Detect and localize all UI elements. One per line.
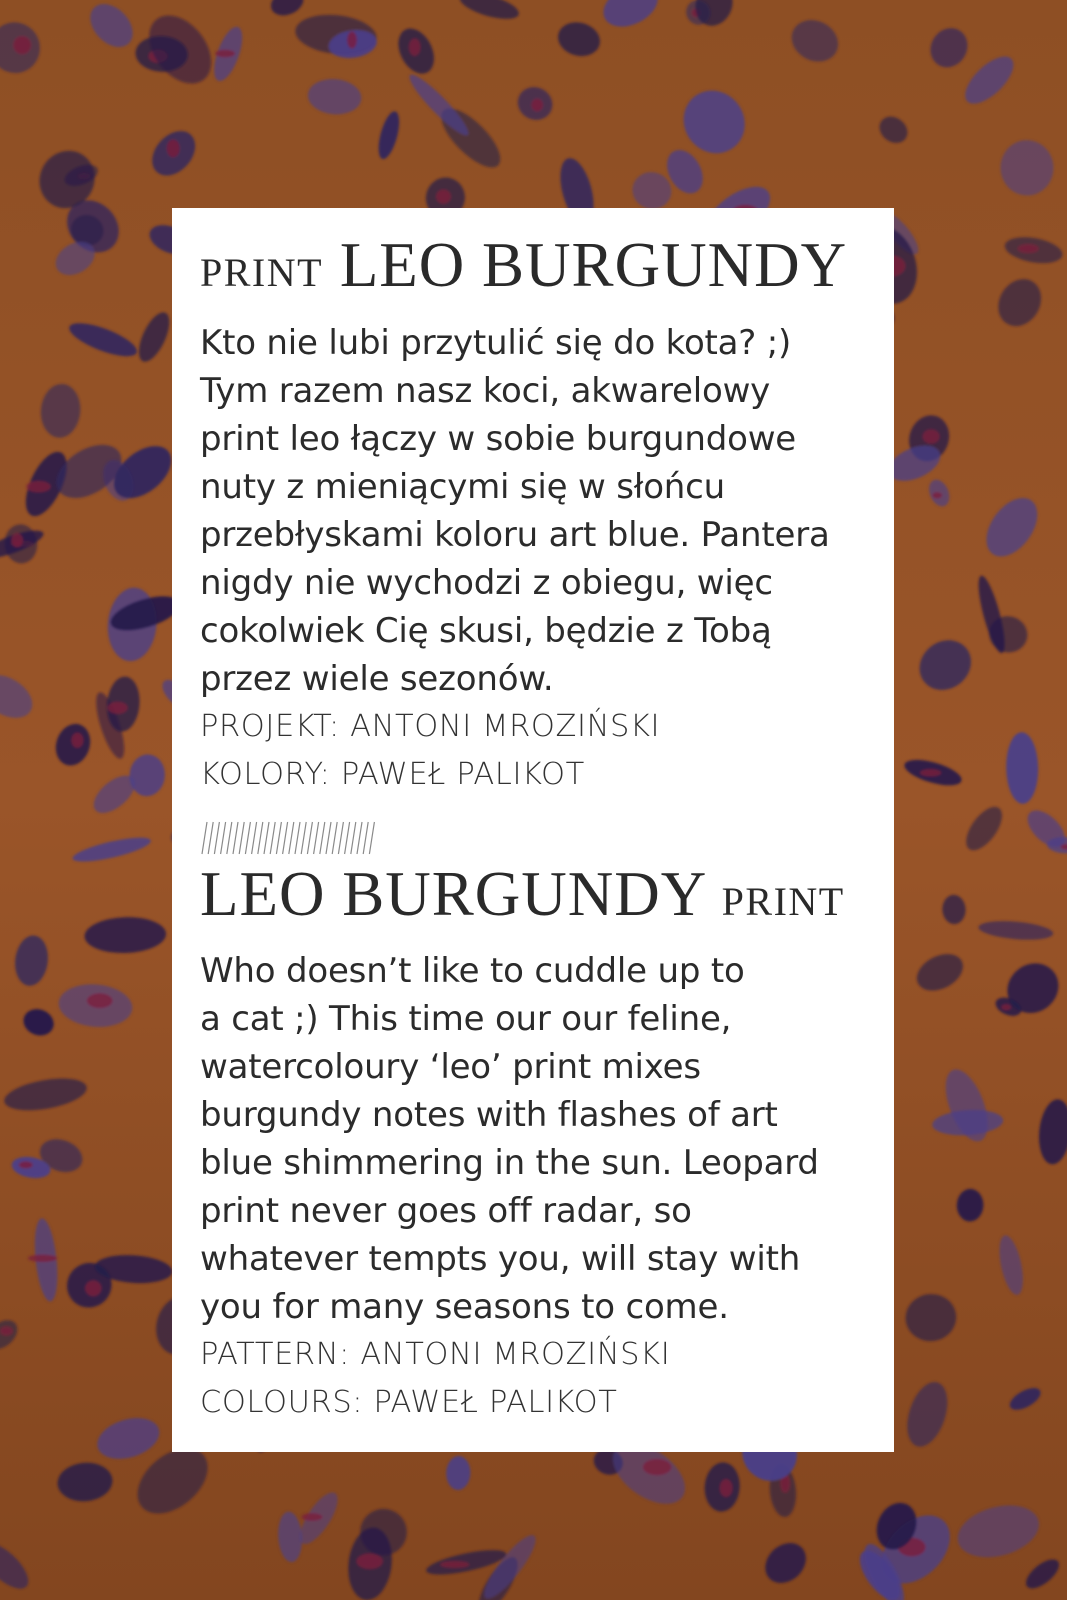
english-title	[200, 859, 894, 929]
polish-description-line: nigdy nie wychodzi z obiegu, więc	[200, 563, 773, 603]
polish-description-line: cokolwiek Cię skusi, będzie z Tobą	[200, 611, 772, 651]
leopard-spot-accent	[1002, 1004, 1011, 1010]
polish-credit-colors: KOLORY: PAWEŁ PALIKOT	[200, 757, 585, 792]
leopard-spot-accent	[108, 702, 127, 713]
polish-description-line: print leo łączy w sobie burgundowe	[200, 419, 797, 459]
leopard-spot-accent	[436, 190, 450, 204]
leopard-spot-accent	[0, 1327, 12, 1335]
leopard-spot-accent	[357, 1554, 383, 1569]
polish-description-line: nuty z mieniącymi się w słońcu	[200, 467, 725, 507]
leopard-spot-accent	[26, 481, 50, 492]
leopard-spot-accent	[302, 1513, 323, 1521]
english-description-line: watercoloury ‘leo’ print mixes	[200, 1047, 701, 1087]
leopard-spot-accent	[87, 993, 113, 1008]
english-description-line: burgundy notes with flashes of art	[200, 1095, 778, 1135]
polish-description-line: Kto nie lubi przytulić się do kota? ;)	[200, 323, 792, 363]
english-description-line: you for many seasons to come.	[200, 1287, 729, 1327]
leopard-spot-accent	[409, 39, 420, 56]
leopard-spot-accent	[19, 1161, 33, 1168]
english-title-leo-burgundy: LEO BURGUNDY	[200, 859, 705, 929]
leopard-spot-accent	[85, 1281, 101, 1296]
leopard-spot-accent	[923, 430, 939, 444]
leopard-spot-accent	[167, 140, 180, 158]
english-description	[200, 947, 894, 1331]
leopard-spot-accent	[920, 769, 941, 776]
english-description-line: blue shimmering in the sun. Leopard	[200, 1143, 819, 1183]
text-card	[172, 208, 894, 1452]
english-credit-colours: COLOURS: PAWEŁ PALIKOT	[200, 1385, 618, 1420]
leopard-spot-accent	[440, 1561, 469, 1567]
leopard-spot-accent	[14, 36, 31, 54]
polish-title-leo-burgundy: LEO BURGUNDY	[339, 230, 848, 300]
leopard-spot-accent	[72, 733, 84, 748]
polish-title	[200, 230, 894, 300]
leopard-spot-accent	[1018, 244, 1038, 252]
leopard-spot-accent	[932, 492, 942, 498]
polish-description	[200, 319, 894, 703]
english-title-print-word: PRINT	[721, 879, 845, 924]
english-description-line: whatever tempts you, will stay with	[200, 1239, 801, 1279]
english-credit-pattern: PATTERN: ANTONI MROZIŃSKI	[200, 1337, 671, 1372]
polish-credit-project: PROJEKT: ANTONI MROZIŃSKI	[200, 709, 661, 744]
leopard-spot-accent	[643, 1459, 672, 1475]
polish-title-print-word: PRINT	[200, 250, 324, 295]
polish-description-line: Tym razem nasz koci, akwarelowy	[200, 371, 771, 411]
english-description-line: a cat ;) This time our our feline,	[200, 999, 732, 1039]
english-description-line: Who doesn’t like to cuddle up to	[200, 951, 745, 991]
leopard-spot-accent	[347, 32, 357, 49]
polish-description-line: przebłyskami koloru art blue. Pantera	[200, 515, 830, 555]
leopard-spot-accent	[532, 99, 543, 111]
leopard-spot-accent	[720, 1479, 732, 1496]
leopard-spot-accent	[12, 534, 23, 548]
hatched-divider	[200, 821, 380, 855]
polish-description-line: przez wiele sezonów.	[200, 659, 554, 699]
leopard-spot-accent	[215, 50, 235, 57]
leopard-spot-accent	[28, 1255, 57, 1262]
english-description-line: print never goes off radar, so	[200, 1191, 692, 1231]
